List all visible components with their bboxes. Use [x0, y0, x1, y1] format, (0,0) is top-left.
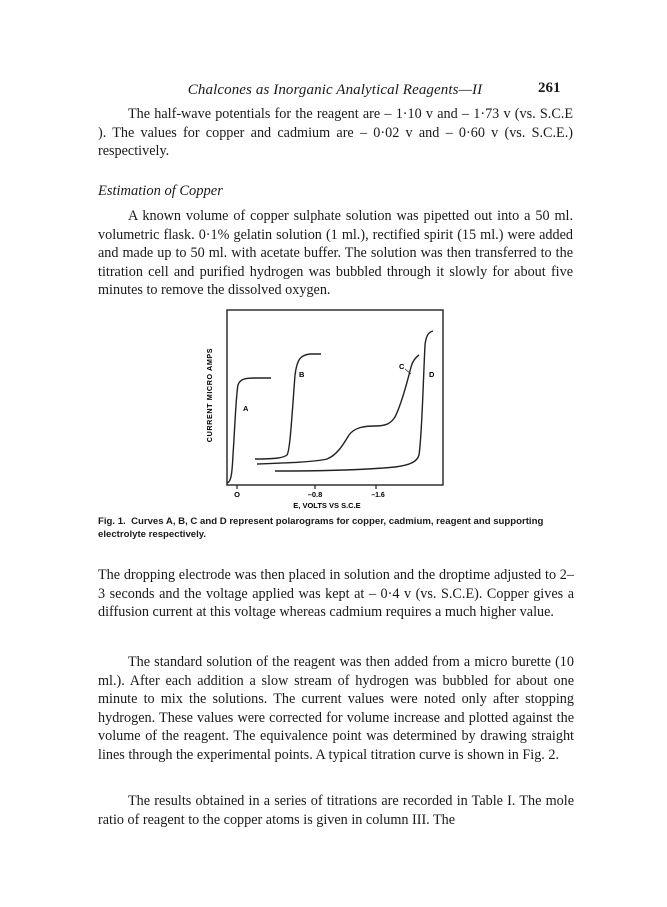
- curve-a-copper: [227, 378, 271, 483]
- curve-label-d: D: [429, 370, 435, 379]
- tick-label-0: O: [234, 490, 240, 499]
- curve-b-cadmium: [255, 354, 321, 459]
- curve-label-c: C: [399, 362, 405, 371]
- running-title: Chalcones as Inorganic Analytical Reagents—II: [187, 82, 483, 98]
- page-number: 261: [538, 80, 561, 96]
- paragraph-results: The results obtained in a series of titrations are recorded in Table I. The mole ratio of reagent to the copper atoms is given in column III. The: [98, 793, 574, 828]
- section-heading: Estimation of Copper: [98, 183, 223, 199]
- x-axis-label: E, VOLTS VS S.C.E: [293, 501, 361, 510]
- curve-d-supporting-electrolyte: [275, 331, 433, 471]
- paragraph-standard-solution: The standard solution of the reagent was then added from a micro burette (10 ml.). After each addition a slow stream of hydrogen was bubbled for about one minute to mix the solutions. The current values were noted only after stopping hydrogen. These values were corrected for volume increase and plotted against the volume of the reagent. The equivalence point was determined by drawing straight lines through the experimental points. A typical titration curve is shown in Fig. 2.: [98, 654, 574, 763]
- curve-c-reagent: [257, 355, 419, 464]
- curve-label-b: B: [299, 370, 305, 379]
- tick-label-2: –1.6: [371, 492, 385, 499]
- y-axis-label: CURRENT MICRO AMPS: [205, 347, 214, 443]
- curve-label-a: A: [243, 404, 249, 413]
- paragraph-estimation-procedure: A known volume of copper sulphate solution was pipetted out into a 50 ml. volumetric flask. 0·1% gelatin solution (1 ml.), rectified spirit (15 ml.) were added and made up to 50 ml. with acetate buffer. The solution was then transferred to the titration cell and purified hydrogen was bubbled through it slowly for about five minutes to remove the dissolved oxygen.: [98, 208, 573, 299]
- caption-label: Fig. 1.: [98, 516, 126, 527]
- polarogram-figure: [205, 305, 455, 510]
- tick-label-1: –0.8: [307, 490, 323, 499]
- paragraph-dropping-electrode: The dropping electrode was then placed in solution and the droptime adjusted to 2–3 seconds and the voltage applied was kept at – 0·4 v (vs. S.C.E). Copper gives a diffusion current at this voltage whereas cadmium requires a much higher value.: [98, 567, 574, 621]
- figure-caption: [98, 515, 573, 541]
- paragraph-half-wave-potentials: The half-wave potentials for the reagent are – 1·10 v and – 1·73 v (vs. S.C.E ). The values for copper and cadmium are – 0·02 v and – 0·60 v (vs. S.C.E.) respectively.: [98, 106, 573, 160]
- caption-text: Curves A, B, C and D represent polarograms for copper, cadmium, reagent and supporting electrolyte respectively.: [98, 516, 544, 540]
